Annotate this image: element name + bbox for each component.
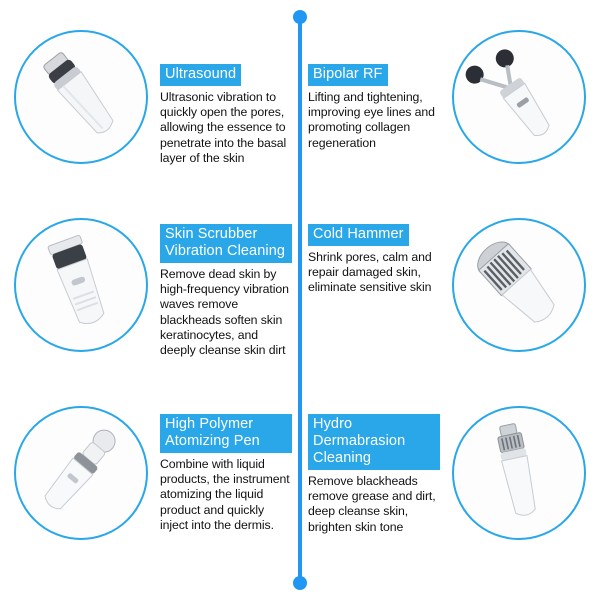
feature-title: Cold Hammer [308,224,409,246]
device-circle-bipolar-rf [452,30,586,164]
title-wrap [308,414,440,470]
feature-text-ultrasound [160,64,292,166]
feature-text-bipolar-rf [308,64,440,151]
feature-description: Ultrasonic vibration to quickly open the pores, allowing the essence to penetrate into the basal layer of the skin [160,90,287,165]
feature-row-2 [0,200,600,390]
device-circle-cold-hammer [452,218,586,352]
feature-title: High Polymer Atomizing Pen [160,414,292,453]
device-circle-hydro-dermabrasion [452,406,586,540]
feature-title: Hydro Dermabrasion Cleaning [308,414,440,470]
feature-text-hydro-dermabrasion [308,414,440,535]
feature-text-atomizing-pen [160,414,292,533]
atomizing-pen-icon [16,408,142,534]
feature-text-cold-hammer [308,224,440,296]
device-circle-skin-scrubber [14,218,148,352]
feature-title: Skin Scrubber Vibration Cleaning [160,224,292,263]
feature-description: Remove blackheads remove grease and dirt, deep cleanse skin, brighten skin tone [308,474,436,534]
feature-row-3 [0,388,600,578]
title-wrap [160,64,292,86]
feature-title: Ultrasound [160,64,241,86]
title-wrap [308,224,440,246]
hydro-dermabrasion-tip-icon [454,408,580,534]
divider-dot-bottom [293,576,307,590]
device-circle-ultrasound [14,30,148,164]
ultrasound-handle-icon [16,32,142,158]
bipolar-rf-probe-icon [454,32,580,158]
feature-description: Remove dead skin by high-frequency vibration waves remove blackheads soften skin keratinocytes, and deeply cleanse skin dirt [160,267,289,358]
skin-scrubber-spatula-icon [16,220,142,346]
title-wrap [308,64,440,86]
title-wrap [160,224,292,263]
title-wrap [160,414,292,453]
feature-description: Combine with liquid products, the instrument atomizing the liquid product and quickly inject into the dermis. [160,457,290,532]
feature-description: Shrink pores, calm and repair damaged skin, eliminate sensitive skin [308,250,432,295]
feature-row-1 [0,12,600,202]
feature-text-skin-scrubber [160,224,292,358]
device-circle-atomizing-pen [14,406,148,540]
feature-title: Bipolar RF [308,64,388,86]
feature-description: Lifting and tightening, improving eye lines and promoting collagen regeneration [308,90,435,150]
cold-hammer-head-icon [454,220,580,346]
